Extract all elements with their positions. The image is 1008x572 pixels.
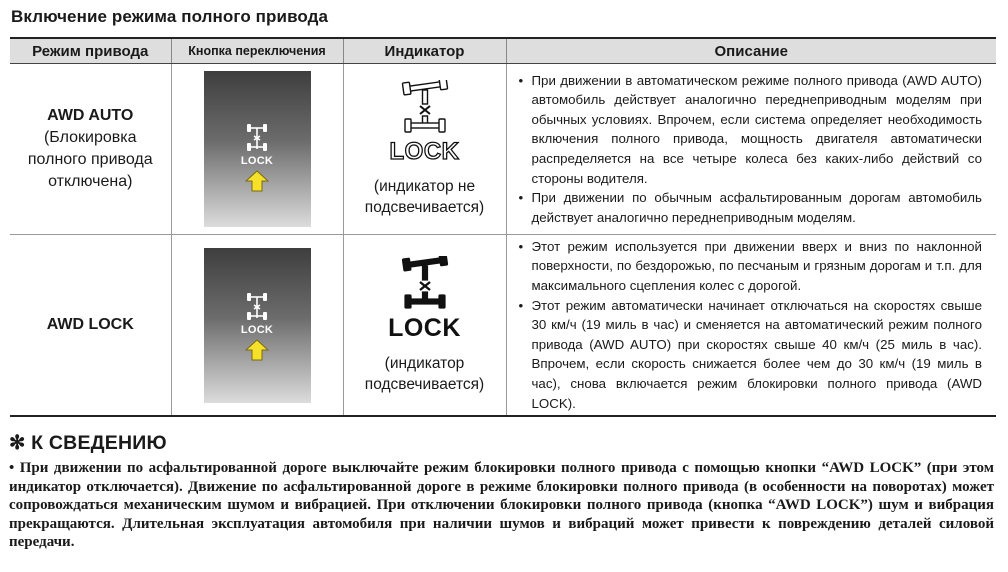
drive-mode-table <box>10 37 996 417</box>
indicator-note-line: подсвечивается) <box>364 375 485 393</box>
button-cell <box>171 235 343 417</box>
indicator-cell <box>343 64 506 235</box>
mode-name: AWD AUTO <box>47 107 134 124</box>
notice-text: • При движении по асфальтированной дороге выключайте режим блокировки полного привода с помощью кнопки “AWD LOCK” (при этом индикатор отключается). Движение по асфальтированной дороге в режиме блокировки полного привода (в особенности на поворотах) может сопровождаться механическим шумом и вибрацией. При отключении блокировки полного привода (кнопка “AWD LOCK”) шум и вибрация прекращаются. Длительная эксплуатация автомобиля при наличии шумов и вибраций может привести к повреждению деталей силовой передачи. <box>9 460 994 551</box>
drivetrain-icon <box>245 123 269 153</box>
switch-lock-label: LOCK <box>240 155 274 167</box>
header-drive-mode: Режим привода <box>10 38 171 64</box>
mode-sub-line: отключена) <box>48 173 133 190</box>
drivetrain-lit-icon <box>399 256 451 312</box>
awd-lock-switch-image <box>204 248 311 403</box>
description-cell <box>506 64 996 235</box>
indicator-note <box>365 353 484 395</box>
description-cell <box>506 235 996 417</box>
indicator-block <box>344 256 506 395</box>
list-item: • Этот режим используется при движении вверх и вниз по наклонной поверхности, по бездорожью, по песчаным и грязным дорогам и т.п. для максимального сцепления колес с дорогой. <box>519 237 983 296</box>
button-cell <box>171 64 343 235</box>
indicator-note <box>365 176 484 218</box>
mode-name: AWD LOCK <box>46 316 134 333</box>
lock-indicator-off: LOCK <box>389 138 460 165</box>
list-item: • При движении в автоматическом режиме полного привода (AWD AUTO) автомобиль действует аналогично переднеприводным моделям при обычных условиях. Впрочем, если система определяет необходимость включения полного привода, мощность двигателя автоматически распределяется на все четыре колеса без каких-либо действий со стороны водителя. <box>519 71 983 189</box>
arrow-up-icon <box>245 170 269 192</box>
header-indicator: Индикатор <box>343 38 506 64</box>
asterisk-icon: ✻ <box>9 432 26 454</box>
indicator-note-line: (индикатор не <box>373 178 476 195</box>
notice-heading <box>9 431 167 455</box>
switch-lock-label: LOCK <box>240 323 274 336</box>
arrow-up-icon <box>245 339 269 361</box>
notice-heading-text: К СВЕДЕНИЮ <box>31 432 167 454</box>
header-description: Описание <box>506 38 996 64</box>
drivetrain-icon <box>245 292 269 322</box>
list-item: • При движении по обычным асфальтированным дорогам автомобиль действует аналогично переднеприводным моделям. <box>519 188 983 227</box>
mode-sub-line: полного привода <box>27 151 153 168</box>
mode-text <box>10 314 171 336</box>
description-list <box>507 71 997 228</box>
mode-sub-line: (Блокировка <box>43 129 137 146</box>
drivetrain-outline-icon <box>399 80 451 136</box>
indicator-note-line: (индикатор <box>384 354 465 372</box>
section-title: Включение режима полного привода <box>11 7 329 26</box>
table-row <box>10 235 996 417</box>
indicator-cell <box>343 235 506 417</box>
header-switch-button: Кнопка переключения <box>171 38 343 64</box>
awd-lock-switch-image <box>204 71 311 227</box>
description-list <box>507 237 997 413</box>
mode-cell <box>10 235 171 417</box>
table-row <box>10 64 996 235</box>
table-header-row <box>10 38 996 64</box>
mode-cell <box>10 64 171 235</box>
mode-text <box>10 105 171 193</box>
list-item: • Этот режим автоматически начинает отключаться на скоростях свыше 30 км/ч (19 миль в час) и сменяется на автоматический режим полного привода (AWD AUTO) при скоростях свыше 40 км/ч (25 миль в час). Впрочем, если скорость снижается более чем до 30 км/ч (19 миль в час), снова включается режим блокировки полного привода (AWD LOCK). <box>519 296 983 414</box>
lock-indicator-on: LOCK <box>388 313 461 342</box>
indicator-block <box>344 80 506 218</box>
indicator-note-line: подсвечивается) <box>364 199 485 216</box>
